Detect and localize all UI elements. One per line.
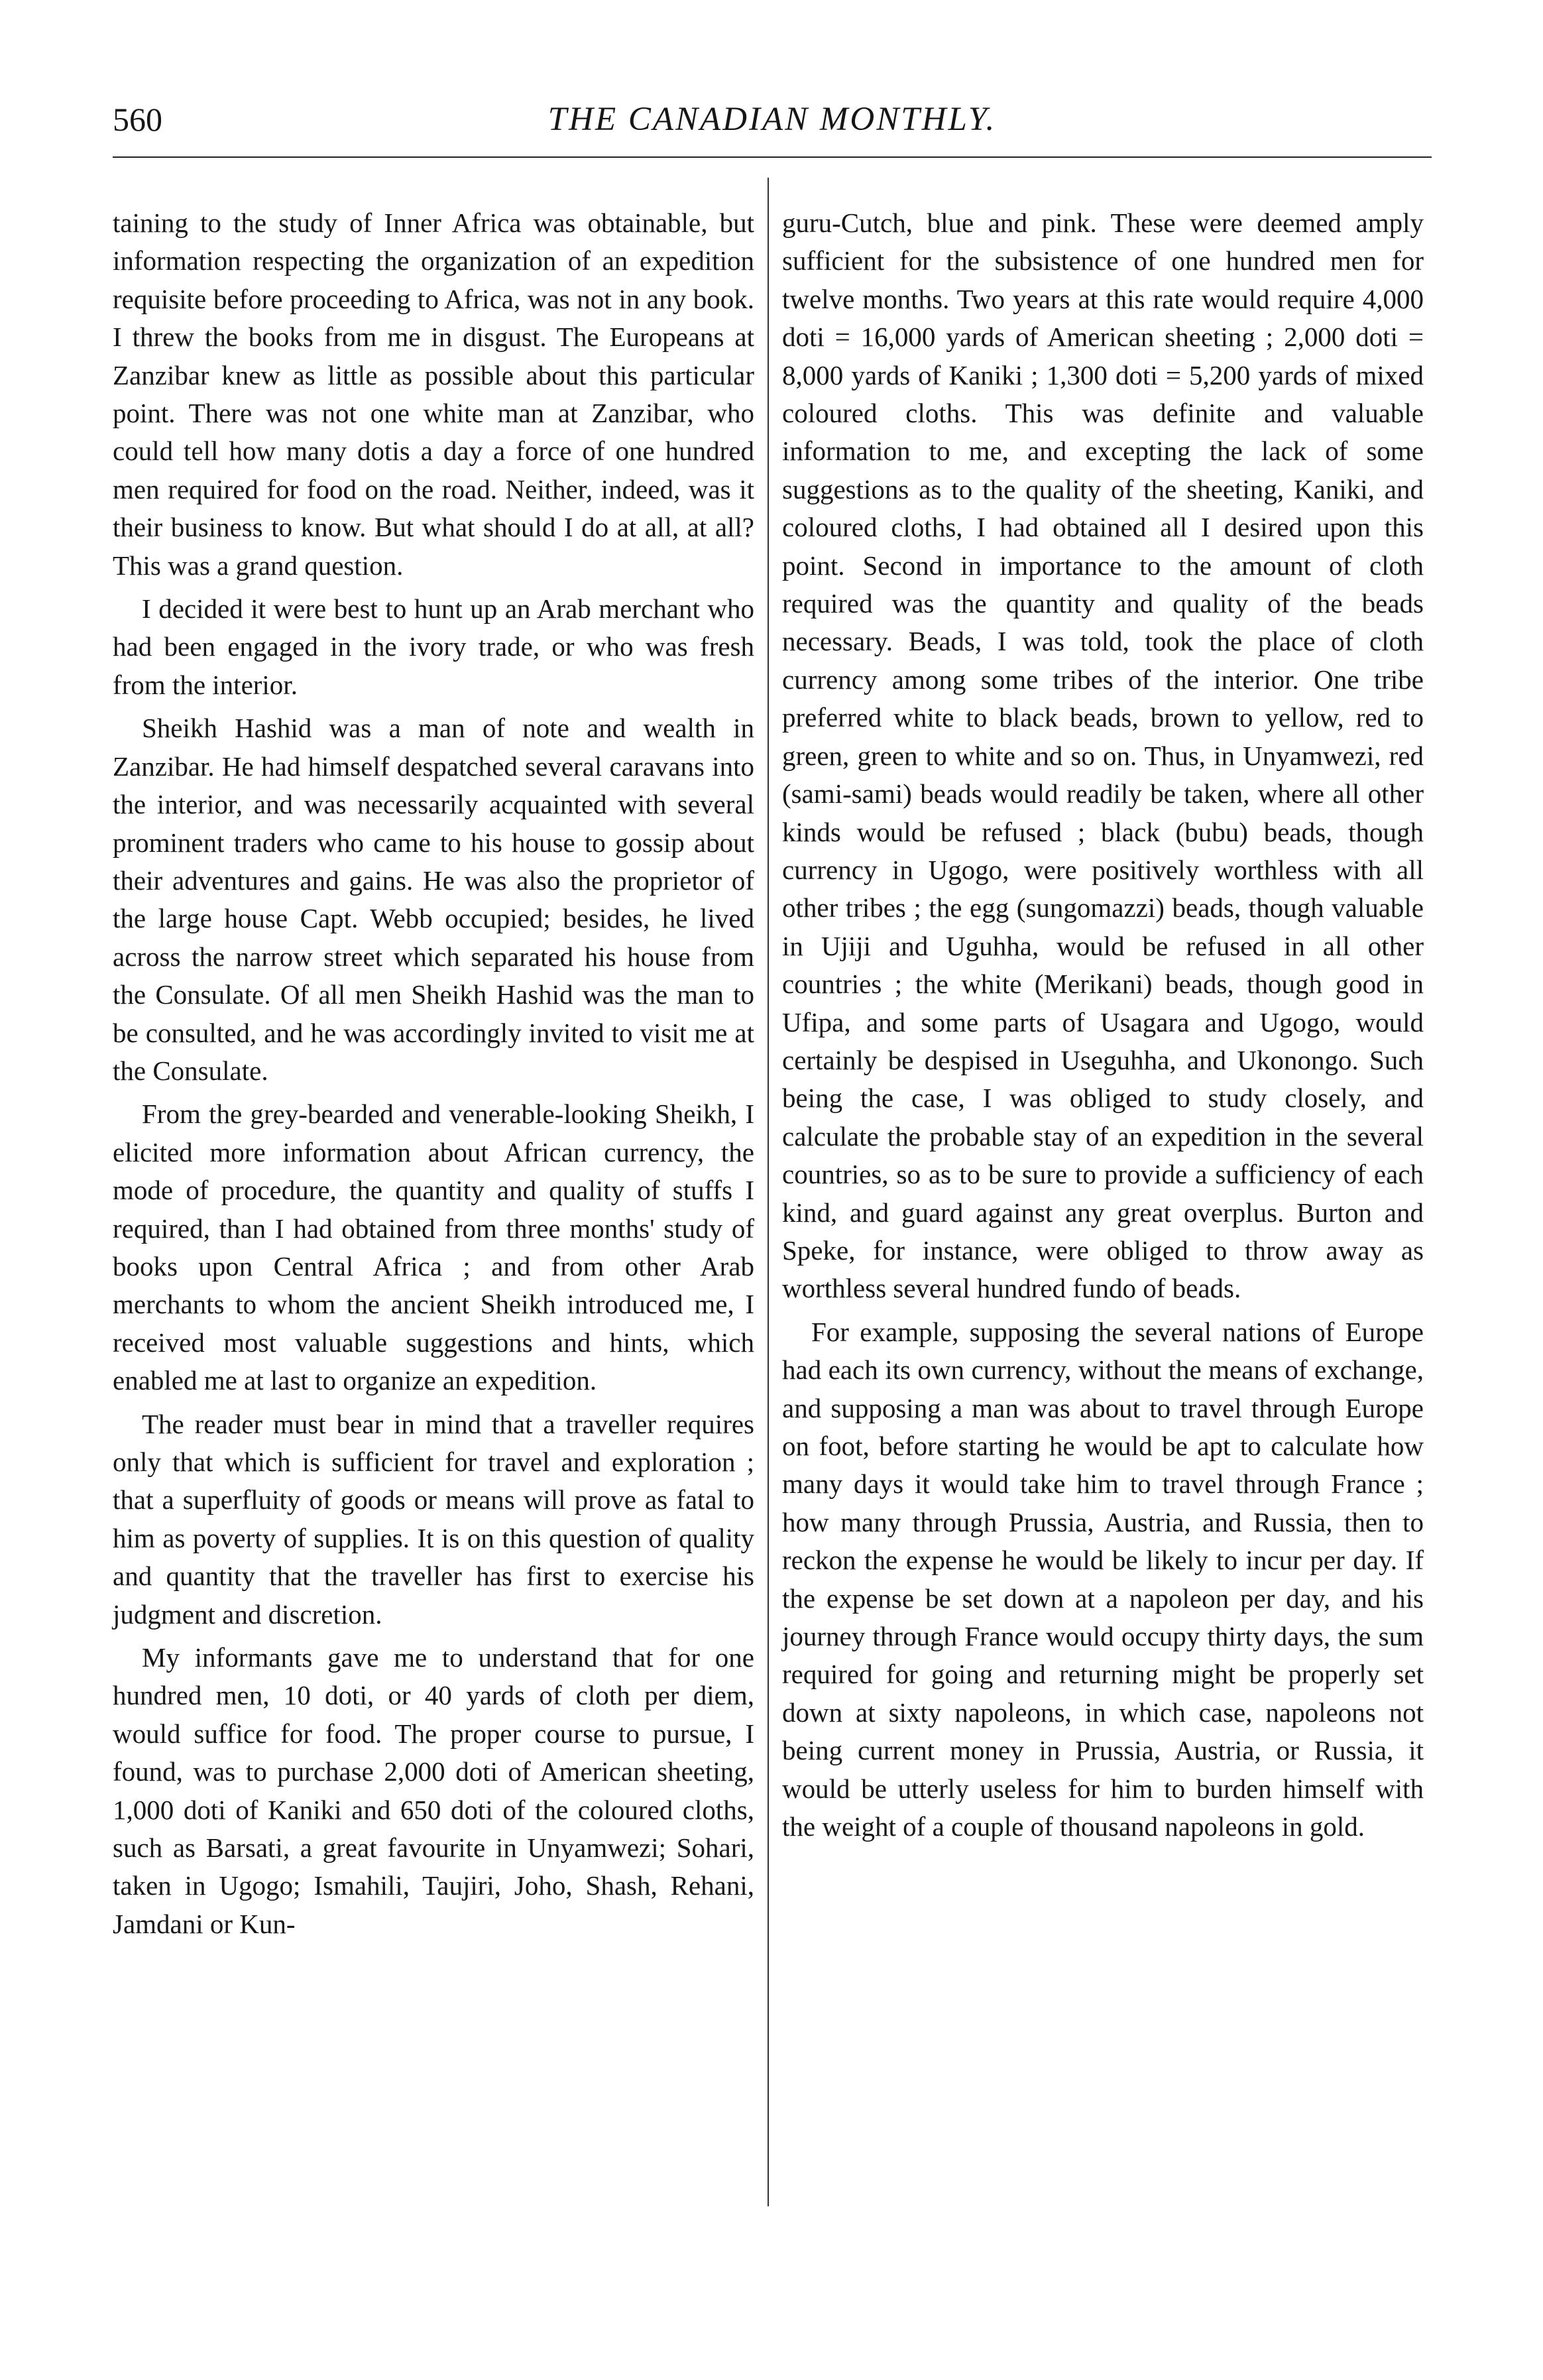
page-header <box>113 99 1432 139</box>
paragraph: taining to the study of Inner Africa was obtainable, but information respecting the organization of an expedition requisite before proceeding to Africa, was not in any book. I threw the books from me in disgust. The Europeans at Zanzibar knew as little as possible about this particular point. There was not one white man at Zanzibar, who could tell how many dotis a day a force of one hundred men required for food on the road. Neither, indeed, was it their business to know. But what should I do at all, at all? This was a grand question. <box>113 208 754 581</box>
paragraph: From the grey-bearded and venerable-looking Sheikh, I elicited more information about African currency, the mode of procedure, the quantity and quality of stuffs I required, than I had obtained from three months' study of books upon Central Africa ; and from other Arab merchants to whom the ancient Sheikh introduced me, I received most valuable suggestions and hints, which enabled me at last to organize an expedition. <box>113 1099 754 1396</box>
header-rule <box>113 156 1432 158</box>
paragraph: The reader must bear in mind that a traveller requires only that which is sufficient for travel and exploration ; that a superfluity of goods or means will prove as fatal to him as poverty of supplies. It is on this question of quality and quantity that the traveller has first to exercise his judgment and discretion. <box>113 1408 754 1630</box>
page-number: 560 <box>113 101 162 138</box>
paragraph: Sheikh Hashid was a man of note and wealth in Zanzibar. He had himself despatched several caravans into the interior, and was necessarily acquainted with several prominent traders who came to his house to gossip about their adventures and gains. He was also the proprietor of the large house Capt. Webb occupied; besides, he lived across the narrow street which separated his house from the Consulate. Of all men Sheikh Hashid was the man to be consulted, and he was accordingly invited to visit me at the Consulate. <box>113 713 754 1086</box>
running-title: THE CANADIAN MONTHLY. <box>547 101 997 138</box>
column-divider <box>768 178 769 2206</box>
paragraph: I decided it were best to hunt up an Arab merchant who had been engaged in the ivory trade, or who was fresh from the interior. <box>113 593 754 700</box>
paragraph: For example, supposing the several nations of Europe had each its own currency, without the means of exchange, and supposing a man was about to travel through Europe on foot, before starting he would be apt to calculate how many days it would take him to travel through France ; how many through Prussia, Austria, and Russia, then to reckon the expense he would be likely to incur per day. If the expense be set down at a napoleon per day, and his journey through France would occupy thirty days, the sum required for going and returning might be properly set down at sixty napoleons, in which case, napoleons not being current money in Prussia, Austria, or Russia, it would be utterly useless for him to burden himself with the weight of a couple of thousand napoleons in gold. <box>782 1316 1424 1842</box>
paragraph: guru-Cutch, blue and pink. These were deemed amply sufficient for the subsistence of one hundred men for twelve months. Two years at this rate would require 4,000 doti = 16,000 yards of American sheeting ; 2,000 doti = 8,000 yards of Kaniki ; 1,300 doti = 5,200 yards of mixed coloured cloths. This was definite and valuable information to me, and excepting the lack of some suggestions as to the quality of the sheeting, Kaniki, and coloured cloths, I had obtained all I desired upon this point. Second in importance to the amount of cloth required was the quantity and quality of the beads necessary. Beads, I was told, took the place of cloth currency among some tribes of the interior. One tribe preferred white to black beads, brown to yellow, red to green, green to white and so on. Thus, in Unyamwezi, red (sami-sami) beads would readily be taken, where all other kinds would be refused ; black (bubu) beads, though currency in Ugogo, were positively worthless with all other tribes ; the egg (sungomazzi) beads, though valuable in Ujiji and Uguhha, would be refused in all other countries ; the white (Merikani) beads, though good in Ufipa, and some parts of Usagara and Ugogo, would certainly be despised in Useguhha, and Ukonongo. Such being the case, I was obliged to study closely, and calculate the probable stay of an expedition in the several countries, so as to be sure to provide a sufficiency of each kind, and guard against any great overplus. Burton and Speke, for instance, were obliged to throw away as worthless several hundred fundo of beads. <box>782 208 1424 1304</box>
paragraph: My informants gave me to understand that for one hundred men, 10 doti, or 40 yards of cloth per diem, would suffice for food. The proper course to pursue, I found, was to purchase 2,000 doti of American sheeting, 1,000 doti of Kaniki and 650 doti of the coloured cloths, such as Barsati, a great favourite in Unyamwezi; Sohari, taken in Ugogo; Ismahili, Taujiri, Joho, Shash, Rehani, Jamdani or Kun- <box>113 1642 754 1939</box>
left-column <box>113 204 754 1943</box>
right-column <box>782 204 1424 1846</box>
